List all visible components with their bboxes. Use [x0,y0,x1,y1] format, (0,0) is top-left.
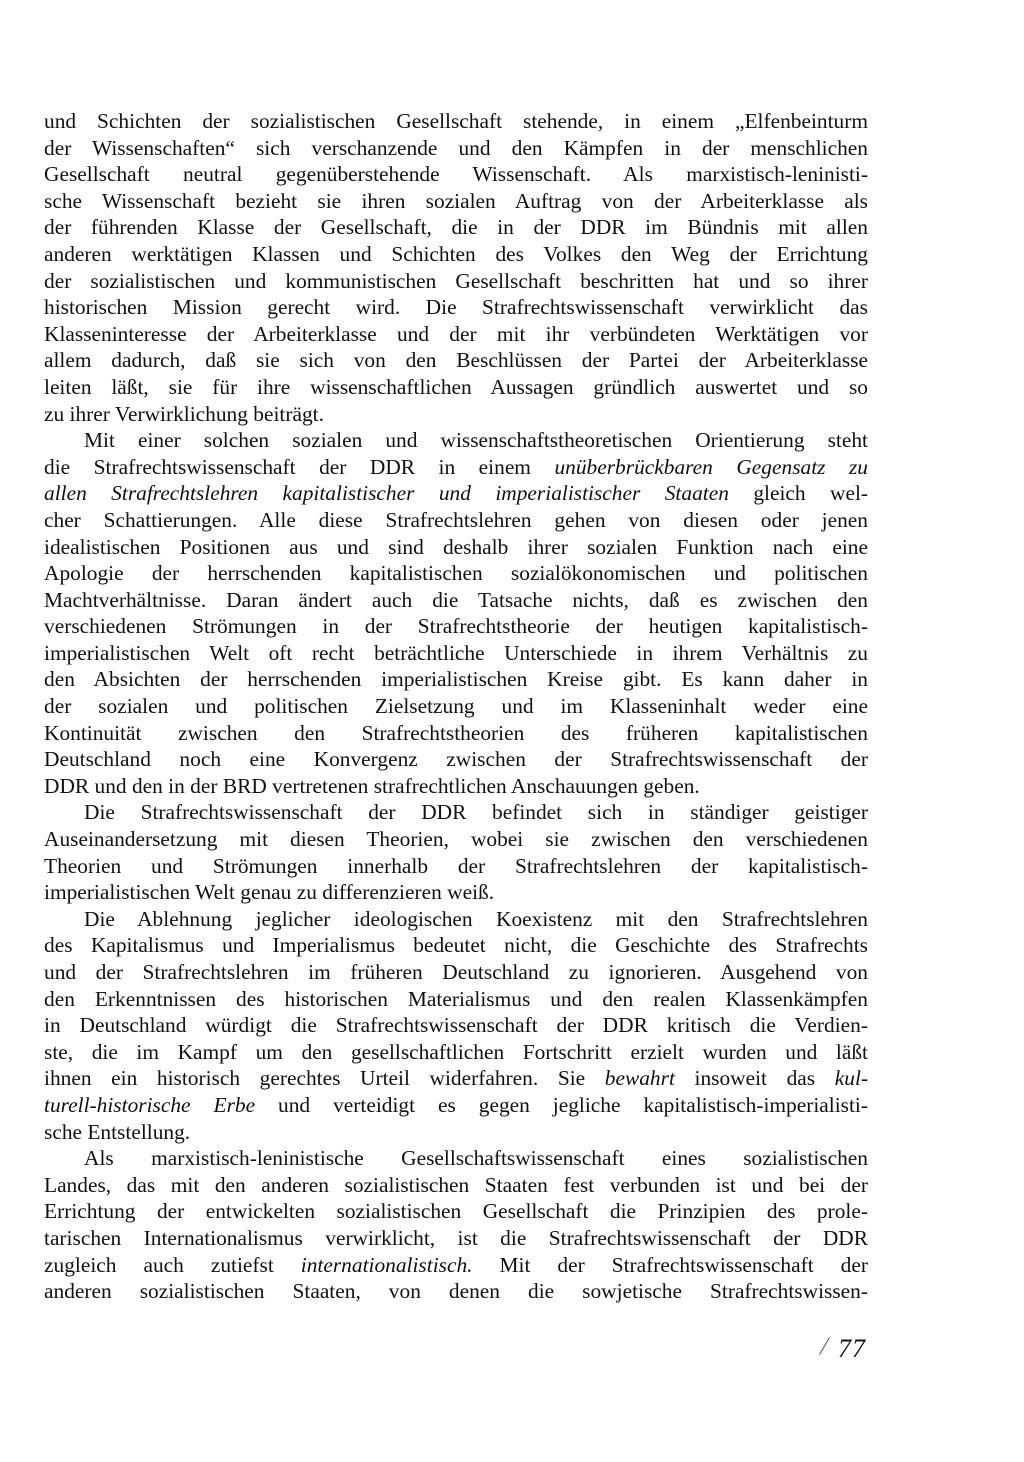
text-line [44,959,868,986]
text-line [44,1225,868,1252]
text-line [44,1252,868,1279]
text-line [44,1278,868,1305]
text-line [44,427,868,454]
text-line [44,986,868,1013]
text-line [44,108,868,135]
text-line [44,374,868,401]
page-number: 77 [838,1334,866,1363]
text-run: Die Ablehnung jeglicher ideologischen Koexistenz mit den Strafrechtslehren [84,906,868,931]
text-run: Landes, das mit den anderen sozialistischen Staaten fest verbunden ist und bei der [44,1172,868,1197]
text-run: Die Strafrechtswissenschaft der DDR befindet sich in ständiger geistiger [84,800,868,825]
text-line [44,534,868,561]
text-line [44,560,868,587]
text-line [44,454,868,481]
text-run: die Strafrechtswissenschaft der DDR in einem [44,454,555,479]
text-line [44,1039,868,1066]
text-line [44,347,868,374]
text-line [44,1145,868,1172]
text-run: und Schichten der sozialistischen Gesellschaft stehende, in einem „Elfenbeinturm [44,109,868,133]
text-line [44,1198,868,1225]
text-line [44,773,868,800]
page-mark [819,1337,830,1355]
text-line [44,294,868,321]
text-line [44,188,868,215]
text-line [44,879,868,906]
text-line [44,135,868,162]
text-line [44,1172,868,1199]
text-run: historischen Mission gerecht wird. Die Strafrechtswissenschaft verwirklicht das [44,295,868,320]
text-run: des Kapitalismus und Imperialismus bedeutet nicht, die Geschichte des Strafrechts [44,933,868,958]
text-line [44,693,868,720]
text-run: Apologie der herrschenden kapitalistischen sozialökonomischen und politischen [44,561,868,586]
text-line [44,666,868,693]
text-run: Kontinuität zwischen den Strafrechtstheorien des früheren kapitalistischen [44,720,868,745]
text-line [44,401,868,428]
text-run: anderen werktätigen Klassen und Schichten des Volkes den Weg der Errichtung [44,241,868,266]
text-run: allem dadurch, daß sie sich von den Beschlüssen der Partei der Arbeiterklasse [44,348,868,373]
paragraph [44,108,868,427]
text-line [44,161,868,188]
text-run: leiten läßt, sie für ihre wissenschaftlichen Aussagen gründlich auswertet und so [44,374,868,399]
italic-text: kul- [834,1066,869,1091]
text-line [44,214,868,241]
italic-text: internationalistisch. [300,1252,473,1277]
italic-text: unüberbrückbaren Gegensatz zu [554,454,868,479]
text-run: gleich wel- [728,481,869,506]
text-run: Deutschland noch eine Konvergenz zwischen der Strafrechtswissenschaft der [44,747,868,772]
text-run: anderen sozialistischen Staaten, von denen die sowjetische Strafrechtswissen- [44,1279,868,1304]
text-run: Als marxistisch-leninistische Gesellschaftswissenschaft eines sozialistischen [84,1146,868,1171]
text-run: den Erkenntnissen des historischen Materialismus und den realen Klassenkämpfen [44,986,868,1011]
text-run: Mit einer solchen sozialen und wissenschaftstheoretischen Orientierung steht [84,428,868,453]
text-line [44,1092,868,1119]
text-run: ste, die im Kampf um den gesellschaftlichen Fortschritt erzielt wurden und läßt [44,1039,868,1064]
italic-text: bewahrt [604,1066,675,1091]
text-run: idealistischen Positionen aus und sind deshalb ihrer sozialen Funktion nach eine [44,534,868,559]
text-run: Auseinandersetzung mit diesen Theorien, wobei sie zwischen den verschiedenen [44,827,868,852]
text-run: zugleich auch zutiefst [44,1252,301,1277]
text-run: zu ihrer Verwirklichung beiträgt. [44,401,324,426]
text-run: und verteidigt es gegen jegliche kapitalistisch-imperialisti- [255,1092,868,1117]
text-line [44,1012,868,1039]
text-run: sche Entstellung. [44,1119,191,1144]
text-run: imperialistischen Welt genau zu differenzieren weiß. [44,880,495,905]
text-run: der Wissenschaften“ sich verschanzende und den Kämpfen in der menschlichen [44,135,868,160]
text-line [44,321,868,348]
text-run: und der Strafrechtslehren im früheren Deutschland zu ignorieren. Ausgehend von [44,960,868,984]
text-line [44,480,868,507]
text-run: der sozialen und politischen Zielsetzung und im Klasseninhalt weder eine [44,694,868,719]
paragraph [44,906,868,1145]
text-line [44,241,868,268]
text-run: insoweit das [674,1066,835,1091]
text-line [44,640,868,667]
text-line [44,1065,868,1092]
text-run: imperialistischen Welt oft recht beträchtliche Unterschiede in ihrem Verhältnis zu [44,640,868,665]
text-line [44,826,868,853]
italic-text: allen Strafrechtslehren kapitalistischer und imperialistischer Staaten [44,481,729,506]
text-run: Theorien und Strömungen innerhalb der Strafrechtslehren der kapitalistisch- [44,853,868,878]
text-line [44,799,868,826]
text-run: in Deutschland würdigt die Strafrechtswissenschaft der DDR kritisch die Verdien- [44,1013,868,1038]
text-line [44,720,868,747]
italic-text: turell-historische Erbe [44,1092,256,1117]
text-run: ihnen ein historisch gerechtes Urteil widerfahren. Sie [44,1066,605,1091]
text-run: Mit der Strafrechtswissenschaft der [472,1252,868,1277]
paragraph [44,799,868,905]
text-run: der sozialistischen und kommunistischen Gesellschaft beschritten hat und so ihrer [44,268,868,293]
text-line [44,746,868,773]
text-run: sche Wissenschaft bezieht sie ihren sozialen Auftrag von der Arbeiterklasse als [44,188,868,213]
text-run: den Absichten der herrschenden imperialistischen Kreise gibt. Es kann daher in [44,667,868,692]
text-run: cher Schattierungen. Alle diese Strafrechtslehren gehen von diesen oder jenen [44,507,868,532]
text-run: der führenden Klasse der Gesellschaft, die in der DDR im Bündnis mit allen [44,215,868,240]
text-line [44,853,868,880]
text-run: verschiedenen Strömungen in der Strafrechtstheorie der heutigen kapitalistisch- [44,614,868,639]
text-line [44,507,868,534]
text-line [44,268,868,295]
text-line [44,1119,868,1146]
text-run: tarischen Internationalismus verwirklicht, ist die Strafrechtswissenschaft der DDR [44,1225,868,1250]
text-line [44,587,868,614]
text-line [44,613,868,640]
text-run: Klasseninteresse der Arbeiterklasse und der mit ihr verbündeten Werktätigen vor [44,321,868,346]
paragraph [44,1145,868,1305]
text-run: Errichtung der entwickelten sozialistischen Gesellschaft die Prinzipien des prole- [44,1199,868,1224]
text-line [44,932,868,959]
text-run: DDR und den in der BRD vertretenen strafrechtlichen Anschauungen geben. [44,773,700,798]
body-text [44,108,868,1305]
text-line [44,906,868,933]
text-run: Machtverhältnisse. Daran ändert auch die Tatsache nichts, daß es zwischen den [44,587,868,612]
text-run: Gesellschaft neutral gegenüberstehende Wissenschaft. Als marxistisch-leninisti- [44,162,868,187]
paragraph [44,427,868,799]
